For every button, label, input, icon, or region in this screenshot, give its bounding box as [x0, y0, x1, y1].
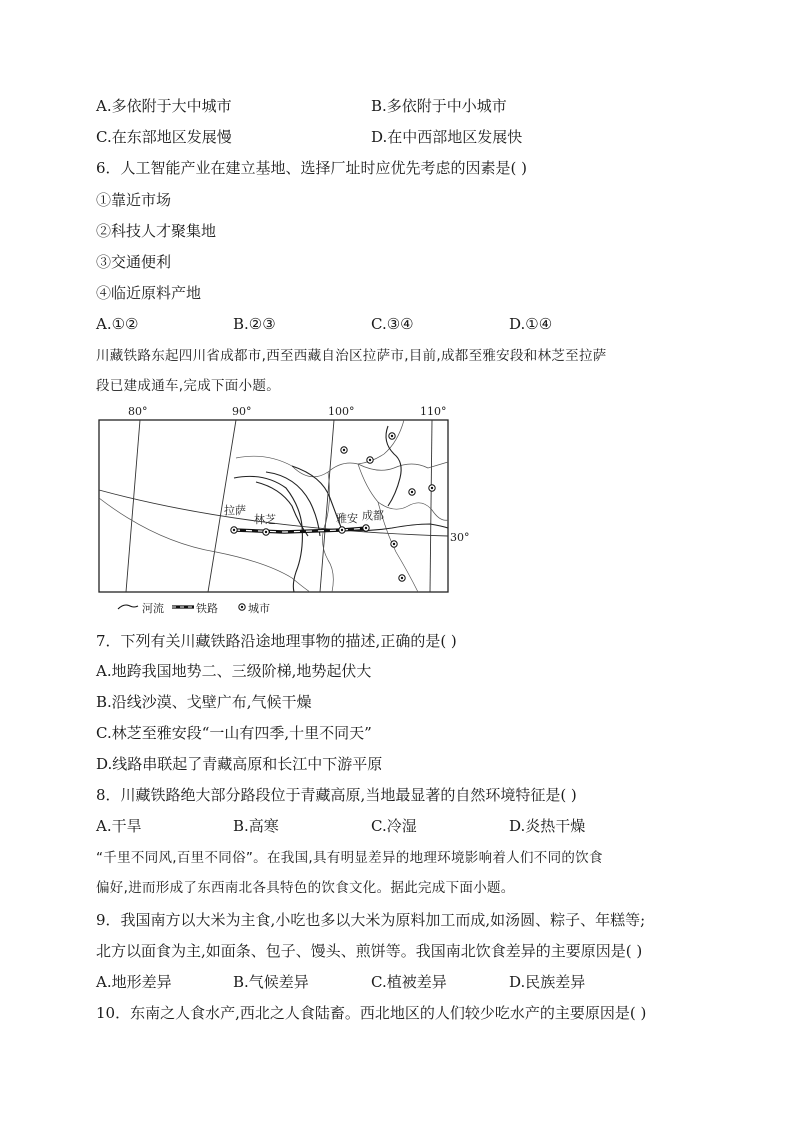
q7-option-b: B.沿线沙漠、戈壁广布,气候干燥: [96, 693, 312, 711]
lon-label-80: 80°: [128, 405, 148, 418]
q6-option-c: C.③④: [371, 315, 414, 333]
q7-option-a: A.地跨我国地势二、三级阶梯,地势起伏大: [96, 662, 372, 680]
q9-option-a: A.地形差异: [96, 973, 172, 991]
q9-stem-line2: 北方以面食为主,如面条、包子、馒头、煎饼等。我国南北饮食差异的主要原因是( ): [96, 942, 643, 960]
city-label-lhasa: 拉萨: [224, 504, 246, 517]
legend-railway-label: 铁路: [196, 602, 218, 615]
city-label-nyingchi: 林芝: [254, 513, 276, 526]
q9-option-b: B.气候差异: [233, 973, 309, 991]
q6-option-a: A.①②: [96, 315, 139, 333]
lon-label-110: 110°: [420, 405, 447, 418]
q8-option-d: D.炎热干燥: [509, 817, 586, 835]
q6-item-4: ④临近原料产地: [96, 284, 202, 302]
railway-map: [96, 402, 470, 618]
city-label-chengdu: 成都: [362, 509, 384, 522]
q8-option-a: A.干旱: [96, 817, 142, 835]
q5-option-b: B.多依附于中小城市: [371, 97, 507, 115]
q7-option-c: C.林芝至雅安段“一山有四季,十里不同天”: [96, 724, 372, 742]
lat-label-30: 30°: [450, 531, 470, 544]
legend-river-label: 河流: [142, 602, 164, 615]
q6-stem: 6．人工智能产业在建立基地、选择厂址时应优先考虑的因素是( ): [96, 159, 528, 177]
q7-option-d: D.线路串联起了青藏高原和长江中下游平原: [96, 755, 383, 773]
q9-option-d: D.民族差异: [509, 973, 586, 991]
q6-option-d: D.①④: [509, 315, 553, 333]
q5-option-c: C.在东部地区发展慢: [96, 128, 232, 146]
intro1-line2: 段已建成通车,完成下面小题。: [96, 378, 280, 394]
lon-label-90: 90°: [232, 405, 252, 418]
q6-item-1: ①靠近市场: [96, 191, 172, 209]
q5-option-d: D.在中西部地区发展快: [371, 128, 523, 146]
map-legend: [118, 601, 270, 615]
legend-river-icon: [118, 605, 138, 609]
intro1-line1: 川藏铁路东起四川省成都市,西至西藏自治区拉萨市,目前,成都至雅安段和林芝至拉萨: [96, 348, 607, 364]
q6-item-2: ②科技人才聚集地: [96, 222, 217, 240]
q10-stem: 10．东南之人食水产,西北之人食陆畜。西北地区的人们较少吃水产的主要原因是( ): [96, 1004, 647, 1022]
legend-city-label: 城市: [248, 602, 270, 615]
q6-item-3: ③交通便利: [96, 253, 172, 271]
q8-option-c: C.冷湿: [371, 817, 417, 835]
lon-label-100: 100°: [328, 405, 355, 418]
q8-stem: 8．川藏铁路绝大部分路段位于青藏高原,当地最显著的自然环境特征是( ): [96, 786, 577, 804]
q6-option-b: B.②③: [233, 315, 276, 333]
q9-stem-line1: 9．我国南方以大米为主食,小吃也多以大米为原料加工而成,如汤圆、粽子、年糕等;: [96, 911, 646, 929]
q8-option-b: B.高寒: [233, 817, 279, 835]
intro2-line2: 偏好,进而形成了东西南北各具特色的饮食文化。据此完成下面小题。: [96, 880, 515, 896]
q5-option-a: A.多依附于大中城市: [96, 97, 232, 115]
city-label-yaan: 雅安: [336, 512, 358, 525]
q9-option-c: C.植被差异: [371, 973, 447, 991]
q7-stem: 7．下列有关川藏铁路沿途地理事物的描述,正确的是( ): [96, 632, 457, 650]
map-frame: [99, 420, 448, 592]
intro2-line1: “千里不同风,百里不同俗”。在我国,具有明显差异的地理环境影响着人们不同的饮食: [96, 850, 603, 866]
